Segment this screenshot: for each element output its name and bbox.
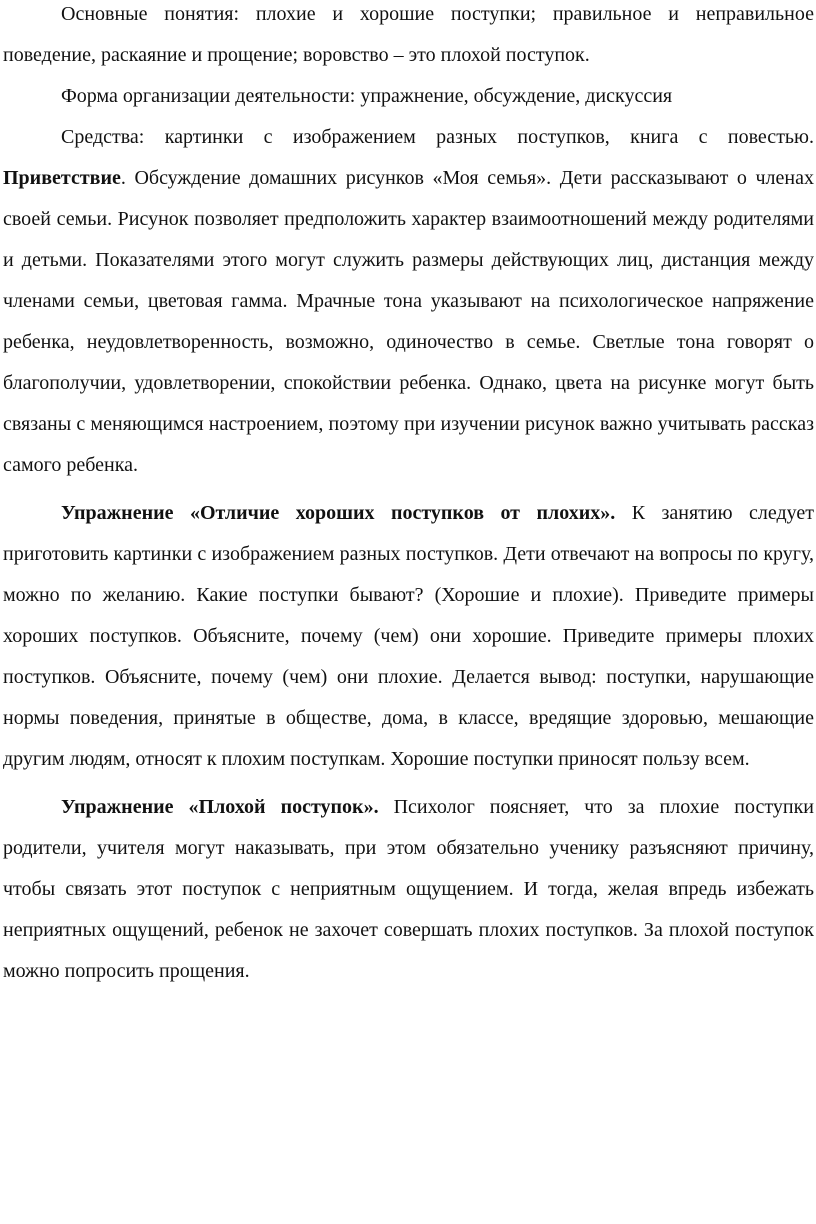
paragraph-basic-concepts — [3, 0, 814, 76]
paragraph-text: К занятию следует приготовить картинки с изображением разных поступков. Дети отвечают на вопросы по кругу, можно по желанию. Какие поступки бывают? (Хорошие и плохие). Приведите примеры хороших поступков. Объясните, почему (чем) они хорошие. Приведите примеры плохих поступков. Объясните, почему (чем) они плохие. Делается вывод: поступки, нарушающие нормы поведения, принятые в обществе, дома, в классе, вредящие здоровью, мешающие другим людям, относят к плохим поступкам. Хорошие поступки приносят пользу всем. — [3, 502, 814, 770]
paragraph-text-after: . Обсуждение домашних рисунков «Моя семья». Дети рассказывают о членах своей семьи. Рисунок позволяет предположить характер взаимоотношений между родителями и детьми. Показателями этого могут служить размеры действующих лиц, дистанция между членами семьи, цветовая гамма. Мрачные тона указывают на психологическое напряжение ребенка, неудовлетворенность, возможно, одиночество в семье. Светлые тона говорят о благополучии, удовлетворении, спокойствии ребенка. Однако, цвета на рисунке могут быть связаны с меняющимся настроением, поэтому при изучении рисунок важно учитывать рассказ самого ребенка. — [3, 167, 814, 476]
greeting-heading: Приветствие — [3, 167, 121, 189]
exercise-heading-good-bad: Упражнение «Отличие хороших поступков от плохих». — [61, 502, 616, 524]
paragraph-text: Форма организации деятельности: упражнение, обсуждение, дискуссия — [61, 85, 673, 107]
paragraph-exercise-good-bad — [3, 493, 814, 780]
paragraph-activity-form — [3, 76, 814, 117]
paragraph-text-before: Средства: картинки с изображением разных поступков, книга с повестью. — [61, 126, 814, 148]
paragraph-exercise-bad-deed — [3, 787, 814, 992]
exercise-heading-bad-deed: Упражнение «Плохой поступок». — [61, 796, 379, 818]
paragraph-means-greeting — [3, 117, 814, 486]
paragraph-text: Основные понятия: плохие и хорошие поступки; правильное и неправильное поведение, раскаяние и прощение; воровство – это плохой поступок. — [3, 3, 814, 66]
paragraph-text: Психолог поясняет, что за плохие поступки родители, учителя могут наказывать, при этом обязательно ученику разъясняют причину, чтобы связать этот поступок с неприятным ощущением. И тогда, желая впредь избежать неприятных ощущений, ребенок не захочет совершать плохих поступков. За плохой поступок можно попросить прощения. — [3, 796, 814, 982]
